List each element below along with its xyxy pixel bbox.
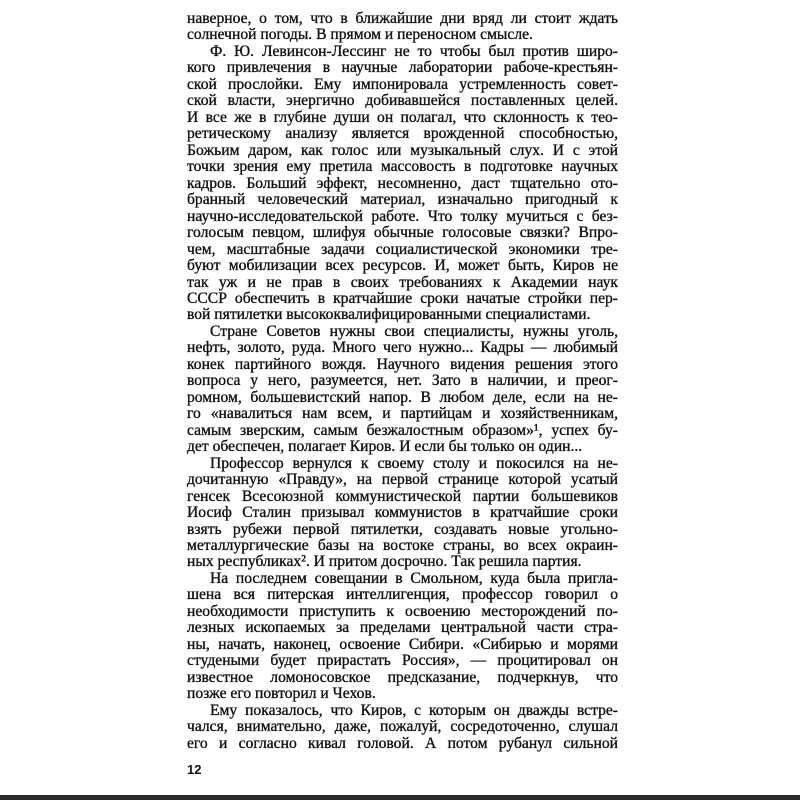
text-line: И все же в глубине души он полагал, что склонность к тео-: [187, 108, 618, 126]
text-line: Ф. Ю. Левинсон-Лессинг не то чтобы был против широ-: [210, 42, 618, 60]
paragraph: [187, 571, 618, 703]
text-line: известное ломоносовское предсказание, подчеркнув, что: [187, 668, 618, 686]
text-line: ромном, большевистский напор. В любом деле, если на не-: [187, 388, 618, 406]
text-line: точки зрения ему претила массовость в подготовке научных: [187, 158, 618, 176]
text-line: кого привлечения в научные лаборатории рабоче-крестьян-: [187, 59, 618, 77]
text-line: ны, начать, наконец, освоение Сибири. «Сибирью и морями: [187, 635, 618, 653]
text-line: Иосиф Сталин призывал коммунистов в кратчайшие сроки: [187, 504, 618, 522]
text-line: Стране Советов нужны свои специалисты, нужны уголь,: [210, 322, 618, 340]
paragraph: [187, 456, 618, 571]
scan-edge: [0, 795, 800, 800]
text-line: ской власти, энергично добивавшейся поставленных целей.: [187, 92, 618, 110]
paragraph: [187, 11, 618, 44]
text-line: ных республиках². И притом досрочно. Так решила партия.: [187, 553, 582, 571]
page-number: 12: [187, 762, 202, 777]
paragraph: [187, 324, 618, 456]
text-line: необходимости приступить к освоению месторождений по-: [187, 602, 618, 620]
text-line: чался, внимательно, даже, пожалуй, сосредоточенно, слушал: [187, 718, 618, 736]
text-line: конек партийного вождя. Научного видения решения этого: [187, 355, 618, 373]
text-line: ретическому анализу является врожденной способностью,: [187, 125, 618, 143]
paragraph: [187, 44, 618, 324]
text-line: бранный человеческий материал, изначально пригодный к: [187, 191, 618, 209]
text-line: самым зверским, самым безжалостным образом»¹, успех бу-: [187, 421, 618, 439]
text-line: вой пятилетки высококвалифицированными специалистами.: [187, 306, 591, 324]
text-line: вопроса у него, разумеется, нет. Зато в наличии, и преог-: [187, 372, 618, 390]
text-line: СССР обеспечить в кратчайшие сроки начатые стройки пер-: [187, 289, 618, 307]
text-line: нефть, золото, руда. Много чего нужно... Кадры — любимый: [187, 339, 618, 357]
text-line: Ему показалось, что Киров, с которым он дважды встре-: [210, 701, 618, 719]
text-line: наверное, о том, что в ближайшие дни вряд ли стоит ждать: [187, 10, 618, 27]
text-line: дет обеспечен, полагает Киров. И если бы только он один...: [187, 438, 583, 456]
text-line: шена вся питерская интеллигенция, профессор говорил о: [187, 586, 618, 604]
page-text: [187, 11, 618, 752]
text-line: лезных ископаемых за пределами центральной части стра-: [187, 619, 618, 637]
text-line: генсек Всесоюзной коммунистической партии большевиков: [187, 487, 618, 505]
text-line: студеными будет прирастать Россия», — процитировал он: [187, 652, 618, 670]
text-line: На последнем совещании в Смольном, куда была пригла-: [210, 569, 618, 587]
text-line: кадров. Больший эффект, несомненно, даст тщательно ото-: [187, 174, 618, 192]
text-line: голосым певцом, шлифуя обычные голосовые связки? Впро-: [187, 224, 618, 242]
text-line: так уж и не прав в своих требованиях к Академии наук: [187, 273, 618, 291]
text-line: научно-исследовательской работе. Что толку мучиться с без-: [187, 207, 618, 225]
text-line: взять рубежи первой пятилетки, создавать новые угольно-: [187, 520, 618, 538]
text-line: ской прослойки. Ему импонировала устремленность совет-: [187, 75, 618, 93]
text-line: Божьим даром, как голос или музыкальный слух. И с этой: [187, 141, 618, 159]
text-line: солнечной погоды. В прямом и переносном смысле.: [187, 26, 533, 44]
text-line: буют мобилизации всех ресурсов. И, может быть, Киров не: [187, 257, 618, 275]
text-line: чем, масштабные задачи социалистической экономики тре-: [187, 240, 618, 258]
text-line: дочитанную «Правду», на первой странице которой усатый: [187, 471, 618, 489]
paragraph: [187, 703, 618, 752]
text-line: металлургические базы на востоке страны, во всех окраин-: [187, 537, 618, 554]
text-line: его и согласно кивал головой. А потом рубанул сильной: [187, 734, 618, 752]
text-line: позже его повторил и Чехов.: [187, 685, 376, 703]
text-line: го «навалиться нам всем, и партийцам и хозяйственникам,: [187, 405, 618, 423]
text-line: Профессор вернулся к своему столу и покосился на не-: [210, 454, 618, 472]
